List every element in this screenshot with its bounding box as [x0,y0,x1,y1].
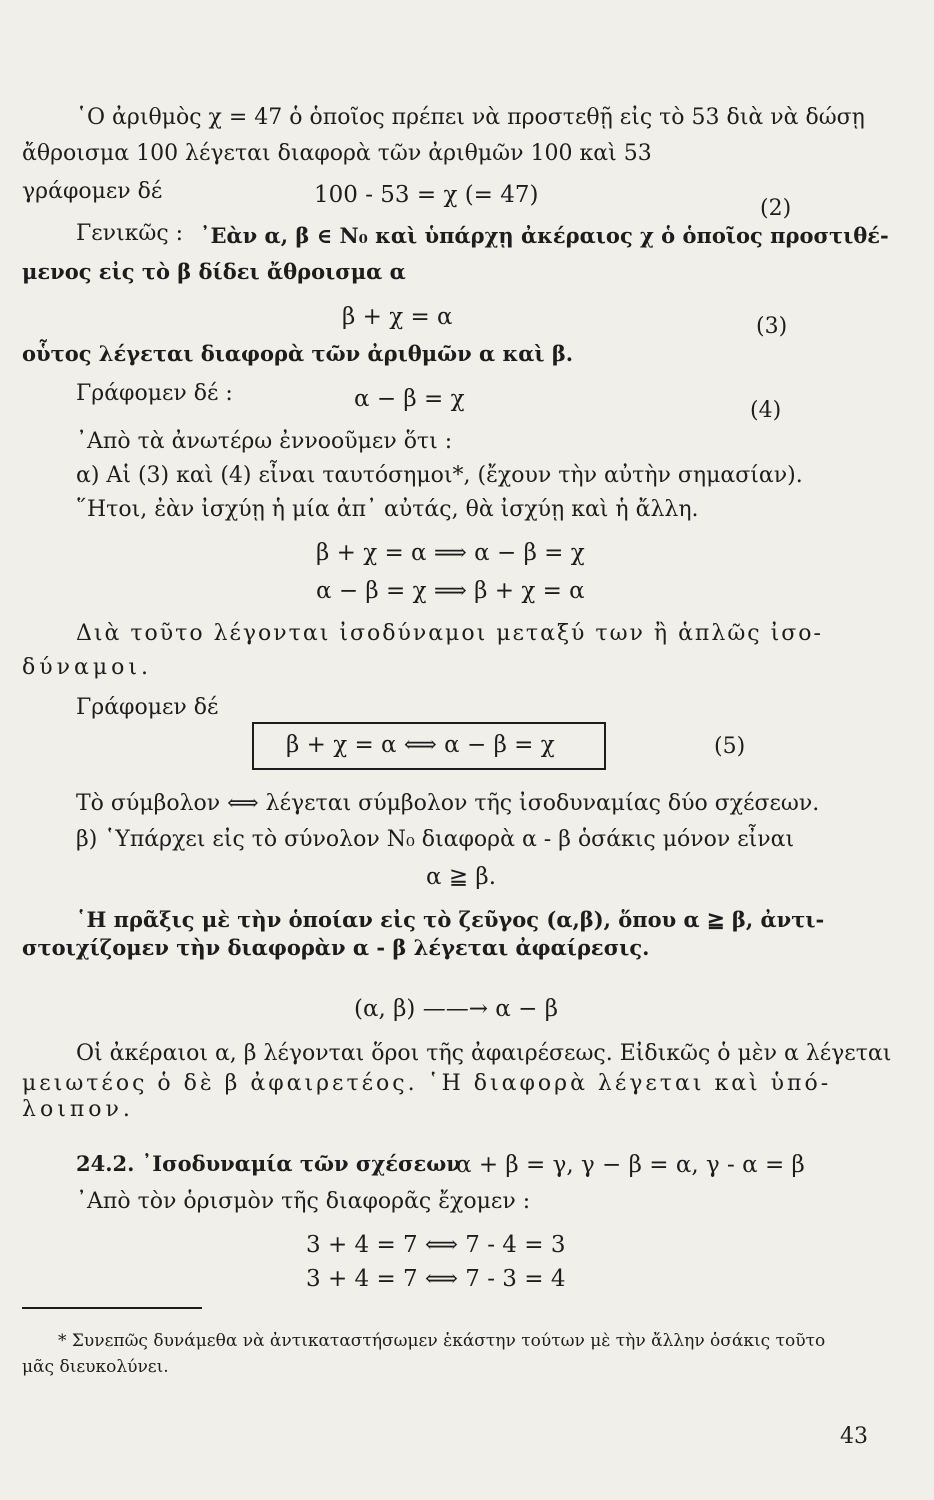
text-line-11: Διὰ τοῦτο λέγονται ἰσοδύναμοι μεταξύ των ἢ ἁπλῶς ἰσο- [76,621,823,646]
text-line-7: Γράφομεν δέ : [76,381,233,406]
text-line-15: β) ῾Υπάρχει εἰς τὸ σύνολον N₀ διαφορὰ α - β ὁσάκις μόνον εἶναι [76,827,795,852]
text-line-20: λοιπον. [22,1097,134,1122]
text-line-10: ῞Ητοι, ἐὰν ἰσχύῃ ἡ μία ἀπ᾿ αὐτάς, θὰ ἰσχύῃ καὶ ἡ ἄλλη. [76,497,699,522]
equation-number-4: (4) [750,398,782,423]
text-line-12: δύναμοι. [22,655,153,680]
definition-line-3: οὗτος λέγεται διαφορὰ τῶν ἀριθμῶν α καὶ β. [22,341,574,366]
equation-number-2: (2) [760,196,792,221]
footnote-rule [22,1307,202,1309]
definition-subtraction-2: στοιχίζομεν τὴν διαφορὰν α - β λέγεται ἀφαίρεσις. [22,935,650,960]
text-line-13: Γράφομεν δέ [76,695,219,720]
page-number: 43 [840,1424,868,1449]
equation-4: α − β = χ [354,386,465,412]
equation-2: 100 - 53 = χ (= 47) [314,182,539,208]
text-line-2: ἄθροισμα 100 λέγεται διαφορὰ τῶν ἀριθμῶν 100 καὶ 53 [22,141,652,166]
text-line-21: ᾿Απὸ τὸν ὁρισμὸν τῆς διαφορᾶς ἔχομεν : [76,1189,531,1214]
equation-number-3: (3) [756,314,788,339]
footnote-line-2: μᾶς διευκολύνει. [22,1357,169,1377]
definition-subtraction-1: ῾Η πρᾶξις μὲ τὴν ὁποίαν εἰς τὸ ζεῦγος (α,β), ὅπου α ≧ β, ἀντι- [76,907,825,932]
footnote-line-1: * Συνεπῶς δυνάμεθα νὰ ἀντικαταστήσωμεν ἑκάστην τούτων μὲ τὴν ἄλλην ὁσάκις τοῦτο [58,1331,826,1351]
text-line-3: γράφομεν δέ [22,179,163,204]
text-line-14: Τὸ σύμβολον ⟺ λέγεται σύμβολον τῆς ἰσοδυναμίας δύο σχέσεων. [76,791,820,816]
text-line-18: Οἱ ἀκέραιοι α, β λέγονται ὅροι τῆς ἀφαιρέσεως. Εἰδικῶς ὁ μὲν α λέγεται [76,1041,892,1066]
equation-implication-1: β + χ = α ⟹ α − β = χ [316,540,585,566]
text-line-8: ᾿Απὸ τὰ ἀνωτέρω ἐννοοῦμεν ὅτι : [76,429,453,454]
equation-6: α ≧ β. [426,864,497,890]
definition-line-1: ᾿Εὰν α, β ∈ N₀ καὶ ὑπάρχῃ ἀκέραιος χ ὁ ὁποῖος προστιθέ- [200,223,889,248]
equation-5-boxed: β + χ = α ⟺ α − β = χ [286,732,555,758]
equation-number-5: (5) [714,734,746,759]
equation-implication-2: α − β = χ ⟹ β + χ = α [316,578,585,604]
section-heading-24-2: 24.2. ᾿Ισοδυναμία τῶν σχέσεων [76,1151,461,1176]
equation-3: β + χ = α [342,304,453,330]
text-line-1: ῾Ο ἀριθμὸς χ = 47 ὁ ὁποῖος πρέπει νὰ προστεθῇ εἰς τὸ 53 διὰ νὰ δώσῃ [76,105,865,130]
definition-line-2: μενος εἰς τὸ β δίδει ἄθροισμα α [22,259,406,284]
section-heading-equations: α + β = γ, γ − β = α, γ - α = β [456,1152,805,1178]
equation-example-1: 3 + 4 = 7 ⟺ 7 - 4 = 3 [306,1232,566,1258]
text-line-4-label: Γενικῶς : [76,221,184,246]
text-line-19: μειωτέος ὁ δὲ β ἀφαιρετέος. ῾Η διαφορὰ λέγεται καὶ ὑπό- [22,1071,832,1096]
text-line-9: α) Αἱ (3) καὶ (4) εἶναι ταυτόσημοι*, (ἔχουν τὴν αὐτὴν σημασίαν). [76,463,803,488]
equation-mapping: (α, β) ——→ α − β [354,996,559,1022]
equation-example-2: 3 + 4 = 7 ⟺ 7 - 3 = 4 [306,1266,566,1292]
